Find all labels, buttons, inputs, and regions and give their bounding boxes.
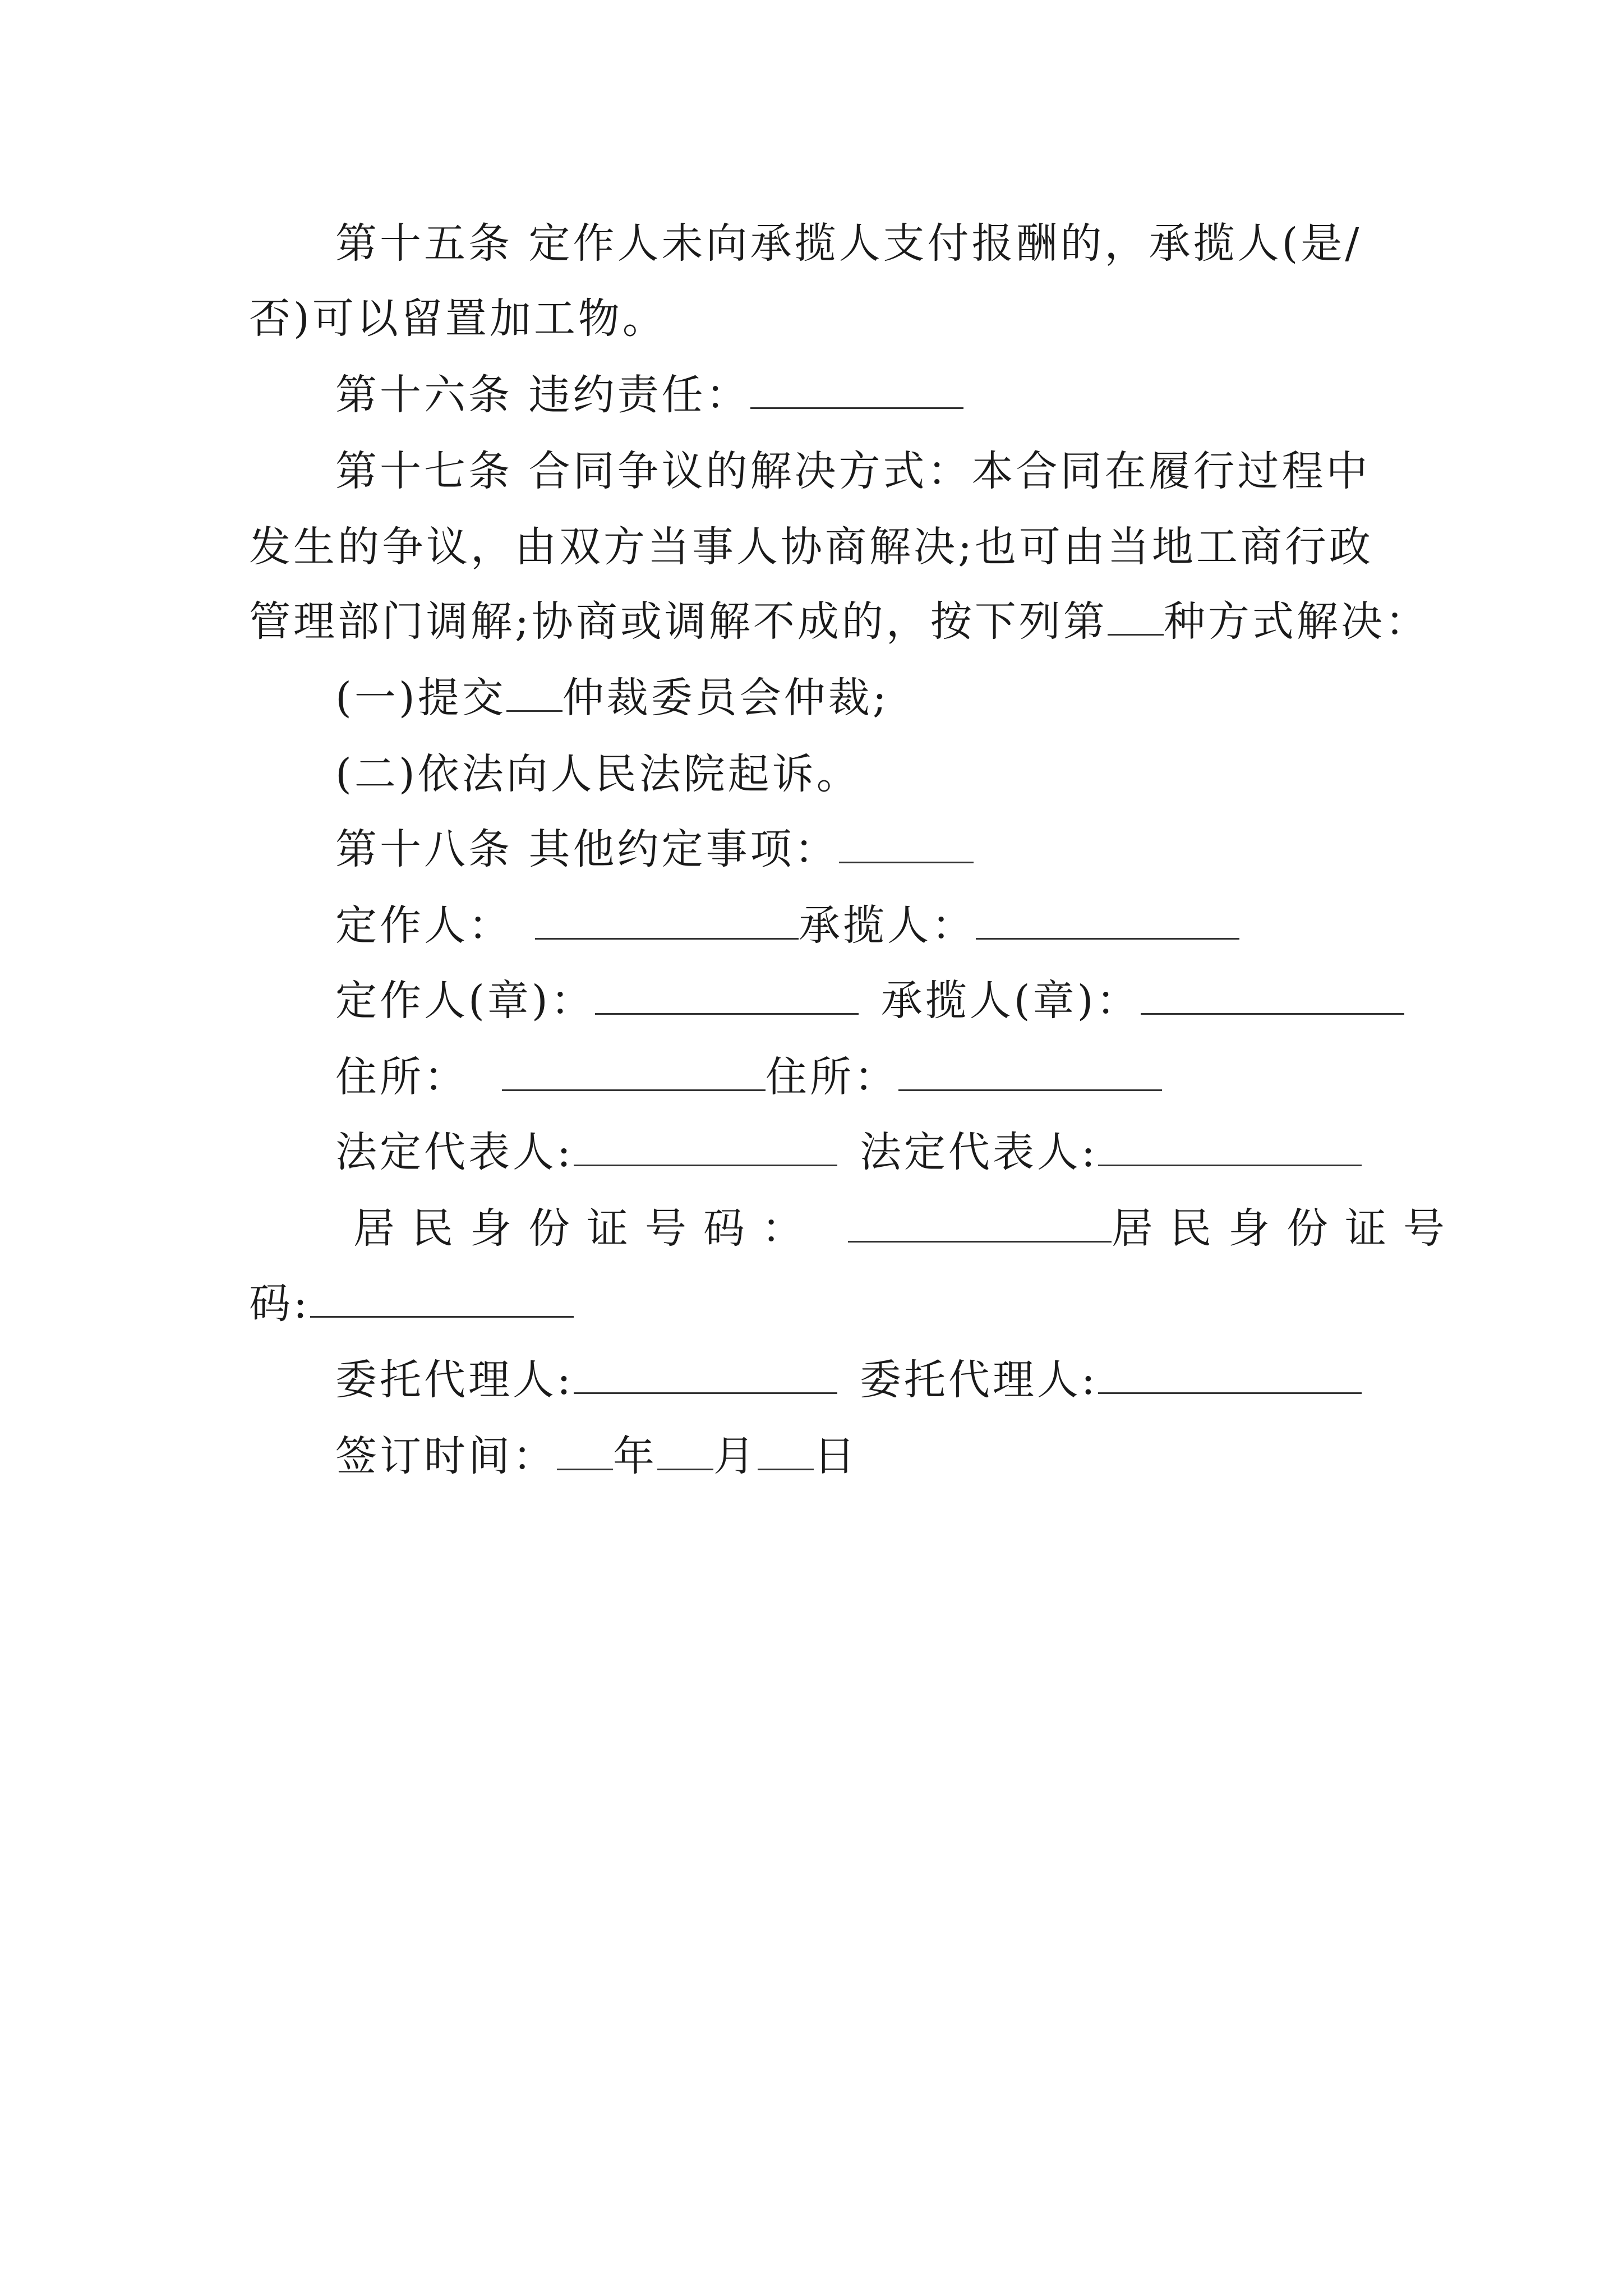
- seal-row: [335, 973, 1404, 1029]
- contractor-id-label: 居民身份证号码：: [353, 1204, 820, 1253]
- clause-17-line-2: 发生的争议，由双方当事人协商解决;也可由当地工商行政: [249, 523, 1373, 571]
- contractor-agent-label: 委托代理人:: [335, 1356, 574, 1404]
- other-matters-blank[interactable]: [839, 825, 974, 863]
- undertaker-id-label-tail: 码:: [249, 1280, 310, 1328]
- contractor-id-blank[interactable]: [848, 1204, 1112, 1243]
- clause-15-line-1: 第十五条 定作人未向承揽人支付报酬的，承揽人(是/: [335, 219, 1362, 268]
- dispute-method-number-blank[interactable]: [1108, 597, 1164, 636]
- option-1-tail: 仲裁委员会仲裁;: [562, 674, 889, 722]
- clause-17-line-3-tail: 种方式解决：: [1163, 597, 1430, 646]
- year-label: 年: [613, 1432, 657, 1480]
- breach-liability-blank[interactable]: [750, 370, 963, 409]
- undertaker-legal-rep-blank[interactable]: [1098, 1128, 1362, 1166]
- undertaker-address-blank[interactable]: [898, 1052, 1162, 1091]
- contractor-blank[interactable]: [535, 901, 799, 940]
- clause-16-text: 第十六条 违约责任：: [335, 371, 750, 419]
- clause-16: [335, 367, 963, 423]
- legal-rep-row: [335, 1124, 1362, 1180]
- undertaker-id-blank[interactable]: [310, 1279, 574, 1318]
- agent-row: [335, 1352, 1362, 1408]
- option-lawsuit: (二)依法向人民法院起诉。: [335, 750, 861, 798]
- contractor-seal-label: 定作人(章)：: [335, 977, 595, 1025]
- undertaker-agent-label: 委托代理人:: [859, 1356, 1098, 1404]
- month-blank[interactable]: [657, 1432, 713, 1470]
- contractor-legal-rep-blank[interactable]: [574, 1128, 837, 1166]
- option-1-text: (一)提交: [335, 674, 506, 722]
- contractor-agent-blank[interactable]: [574, 1355, 837, 1394]
- contractor-legal-rep-label: 法定代表人:: [335, 1128, 574, 1176]
- address-row: [335, 1049, 1162, 1105]
- parties-row: [335, 898, 1239, 954]
- undertaker-id-label: 居民身份证号: [1112, 1204, 1461, 1253]
- undertaker-seal-blank[interactable]: [1141, 976, 1404, 1015]
- undertaker-address-label: 住所：: [766, 1053, 898, 1101]
- undertaker-seal-label: 承揽人(章)：: [880, 977, 1141, 1025]
- id-number-row-2: [249, 1276, 574, 1332]
- clause-18-text: 第十八条 其他约定事项：: [335, 825, 839, 873]
- undertaker-label: 承揽人：: [799, 901, 976, 950]
- option-arbitration: [335, 670, 889, 726]
- contractor-label: 定作人：: [335, 901, 513, 950]
- year-blank[interactable]: [557, 1432, 613, 1470]
- clause-17-line-1: 第十七条 合同争议的解决方式：本合同在履行过程中: [335, 447, 1371, 495]
- signing-date-row: [335, 1428, 858, 1484]
- undertaker-legal-rep-label: 法定代表人:: [859, 1128, 1098, 1176]
- clause-15-line-2: 否)可以留置加工物。: [249, 295, 667, 343]
- day-blank[interactable]: [758, 1432, 814, 1470]
- arbitration-commission-blank[interactable]: [506, 673, 562, 712]
- undertaker-blank[interactable]: [976, 901, 1239, 940]
- month-label: 月: [713, 1432, 758, 1480]
- undertaker-agent-blank[interactable]: [1098, 1355, 1362, 1394]
- clause-17-line-3-text: 管理部门调解;协商或调解不成的，按下列第: [249, 597, 1108, 646]
- contractor-address-blank[interactable]: [502, 1052, 766, 1091]
- clause-17-line-3: [249, 593, 1430, 650]
- day-label: 日: [814, 1432, 858, 1480]
- contractor-seal-blank[interactable]: [595, 976, 859, 1015]
- contractor-address-label: 住所：: [335, 1053, 468, 1101]
- clause-18: [335, 821, 974, 877]
- signing-date-label: 签订时间：: [335, 1432, 557, 1480]
- id-number-row: [353, 1200, 1461, 1257]
